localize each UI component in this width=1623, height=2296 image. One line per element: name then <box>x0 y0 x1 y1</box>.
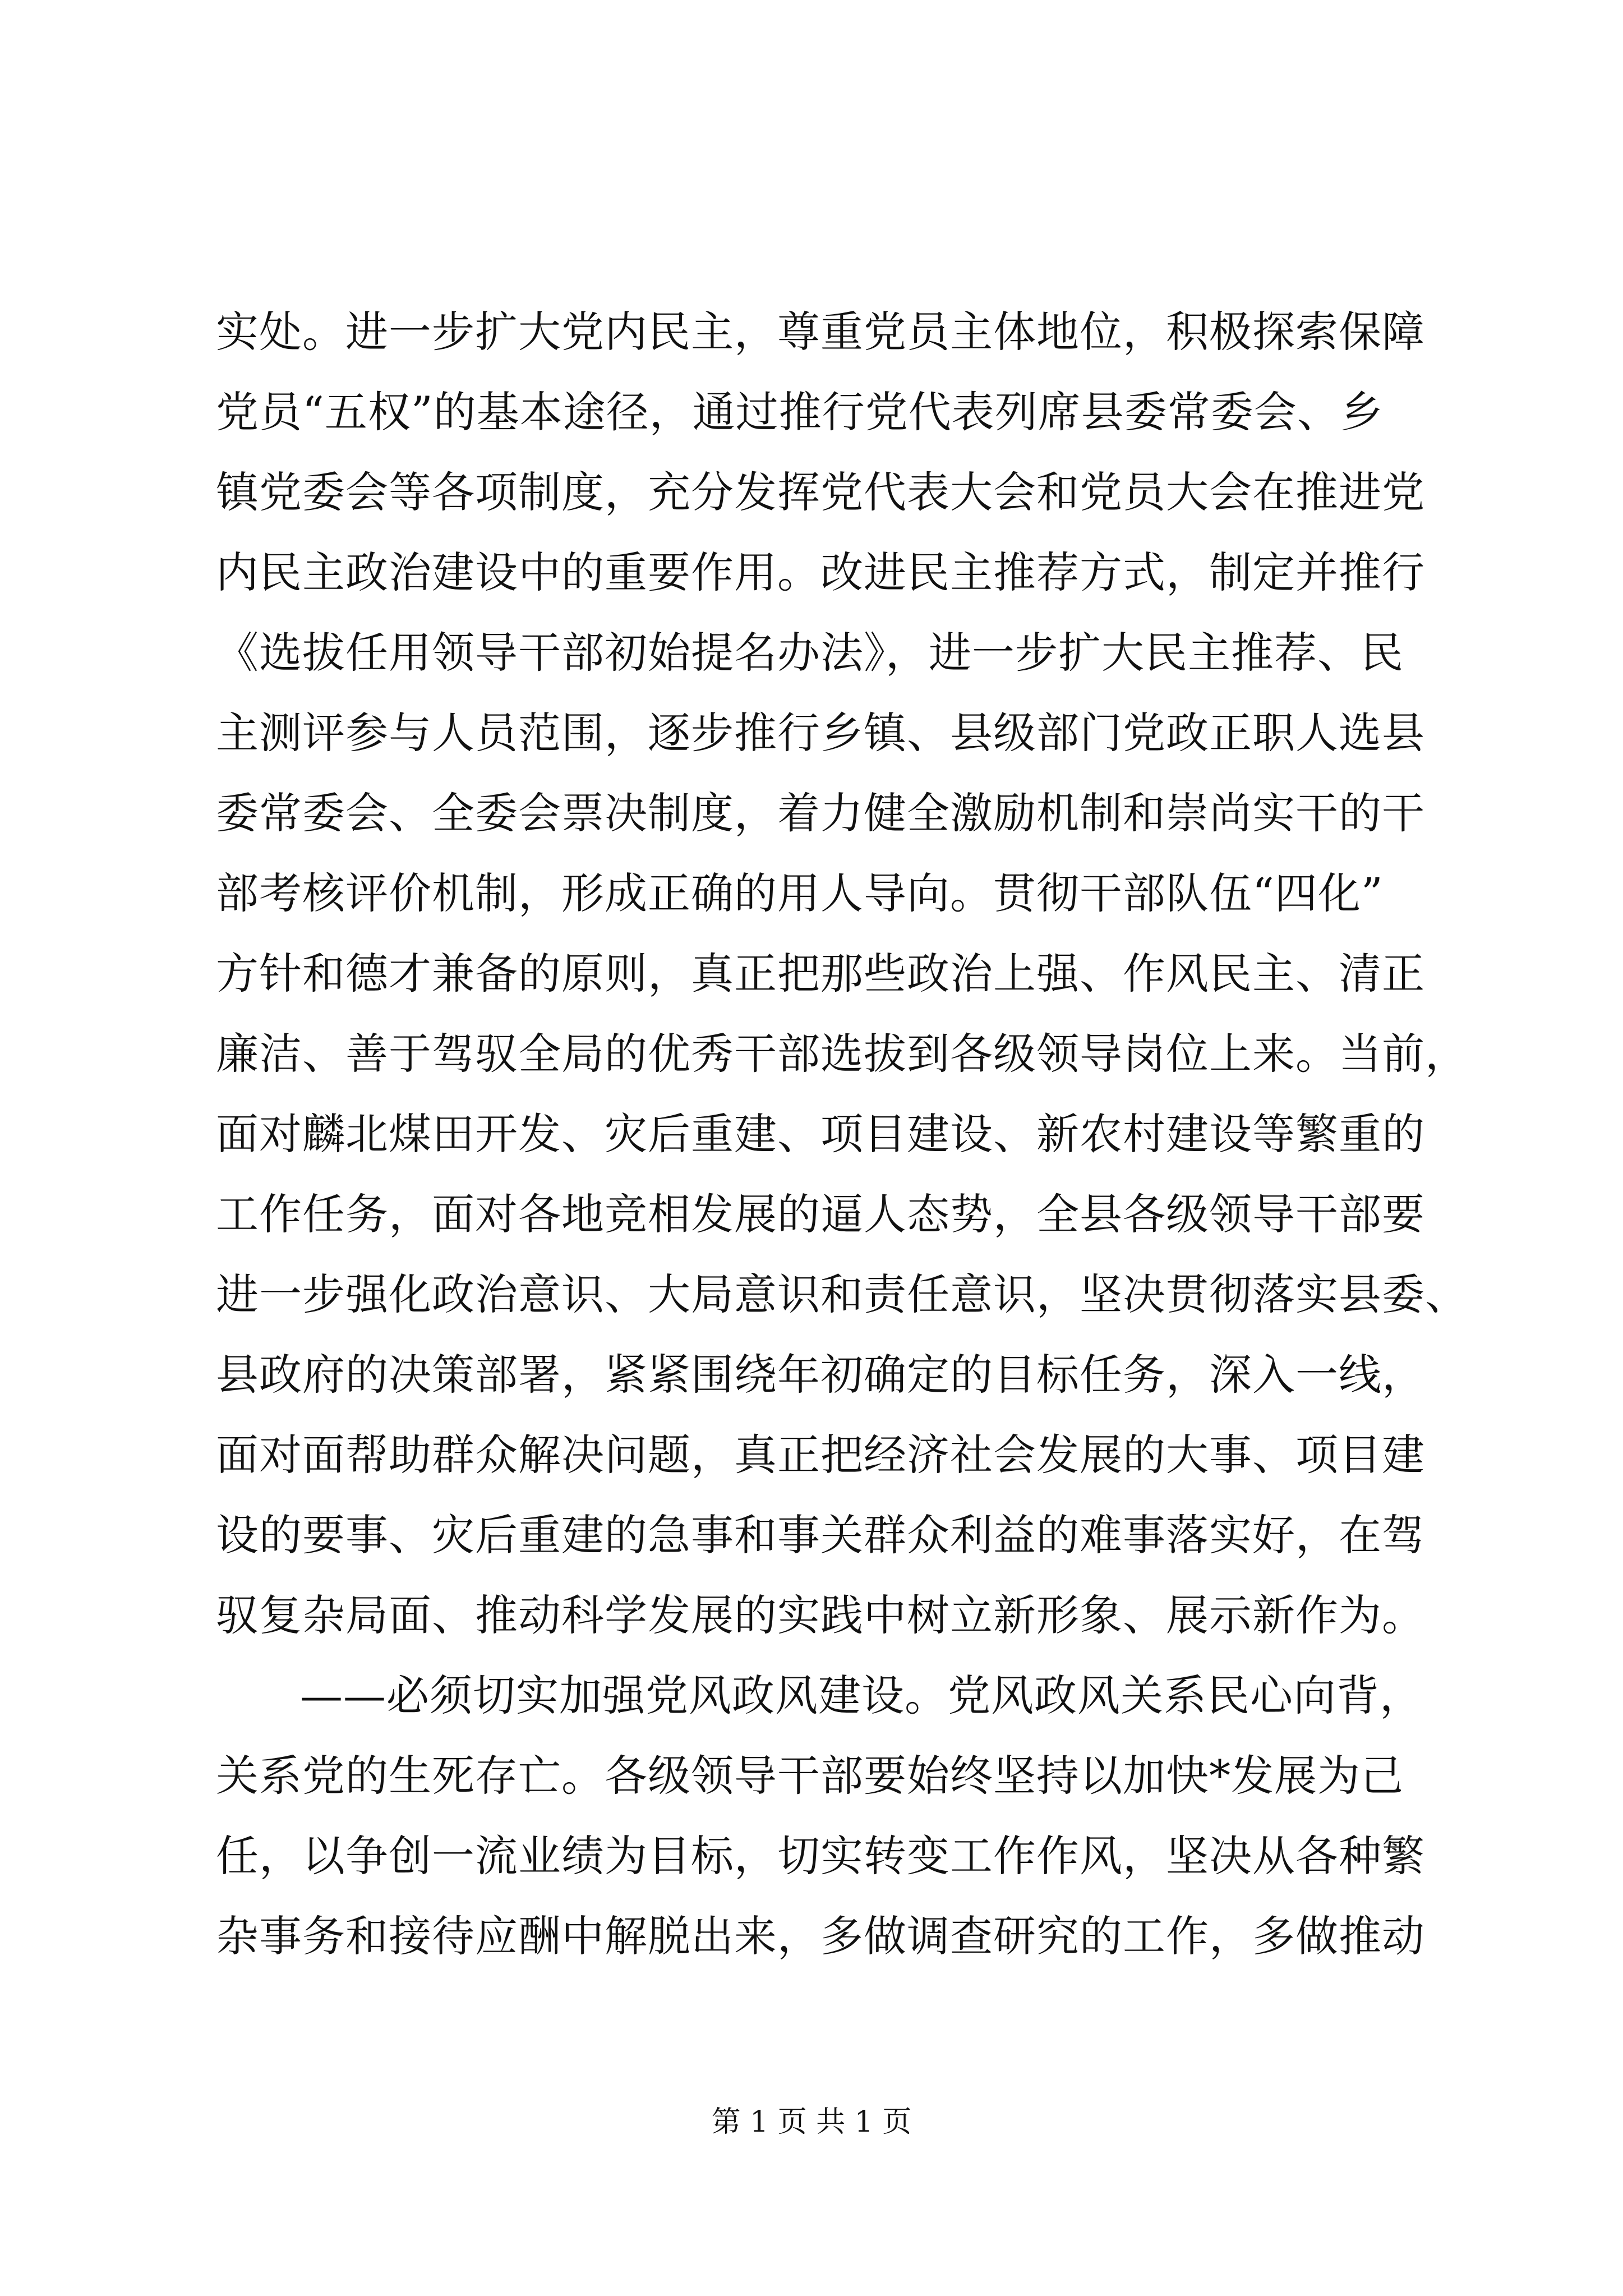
text-line: 驭复杂局面、推动科学发展的实践中树立新形象、展示新作为。 <box>216 1590 1425 1640</box>
page-number-footer: 第 1 页 共 1 页 <box>711 2105 912 2139</box>
text-line: 委常委会、全委会票决制度，着力健全激励机制和崇尚实干的干 <box>216 788 1425 838</box>
text-line: 杂事务和接待应酬中解脱出来，多做调查研究的工作，多做推动 <box>216 1911 1425 1961</box>
text-line: 方针和德才兼备的原则，真正把那些政治上强、作风民主、清正 <box>216 949 1425 999</box>
text-line: 实处。进一步扩大党内民主，尊重党员主体地位，积极探索保障 <box>216 307 1425 357</box>
text-line: 面对麟北煤田开发、灾后重建、项目建设、新农村建设等繁重的 <box>216 1109 1425 1159</box>
text-line: 任，以争创一流业绩为目标，切实转变工作作风，坚决从各种繁 <box>216 1831 1425 1881</box>
text-line: 主测评参与人员范围，逐步推行乡镇、县级部门党政正职人选县 <box>216 708 1425 758</box>
body-text <box>216 292 1468 1976</box>
text-line: 设的要事、灾后重建的急事和事关群众利益的难事落实好，在驾 <box>216 1510 1425 1560</box>
text-line: 进一步强化政治意识、大局意识和责任意识，坚决贯彻落实县委、 <box>216 1269 1468 1319</box>
text-line: 廉洁、善于驾驭全局的优秀干部选拔到各级领导岗位上来。当前， <box>216 1029 1468 1079</box>
text-line: 内民主政治建设中的重要作用。改进民主推荐方式，制定并推行 <box>216 547 1425 597</box>
text-line: 面对面帮助群众解决问题，真正把经济社会发展的大事、项目建 <box>216 1430 1425 1480</box>
text-line: 党员“五权”的基本途径，通过推行党代表列席县委常委会、乡 <box>216 387 1384 437</box>
paragraph-start-line: ——必须切实加强党风政风建设。党风政风关系民心向背， <box>300 1671 1423 1720</box>
text-line: 部考核评价机制，形成正确的用人导向。贯彻干部队伍“四化” <box>216 868 1384 918</box>
text-line: 《选拔任用领导干部初始提名办法》，进一步扩大民主推荐、民 <box>216 628 1404 678</box>
text-line: 县政府的决策部署，紧紧围绕年初确定的目标任务，深入一线， <box>216 1350 1425 1400</box>
text-line: 镇党委会等各项制度，充分发挥党代表大会和党员大会在推进党 <box>216 467 1425 517</box>
text-line: 工作任务，面对各地竞相发展的逼人态势，全县各级领导干部要 <box>216 1189 1425 1239</box>
text-line: 关系党的生死存亡。各级领导干部要始终坚持以加快*发展为己 <box>216 1751 1404 1801</box>
